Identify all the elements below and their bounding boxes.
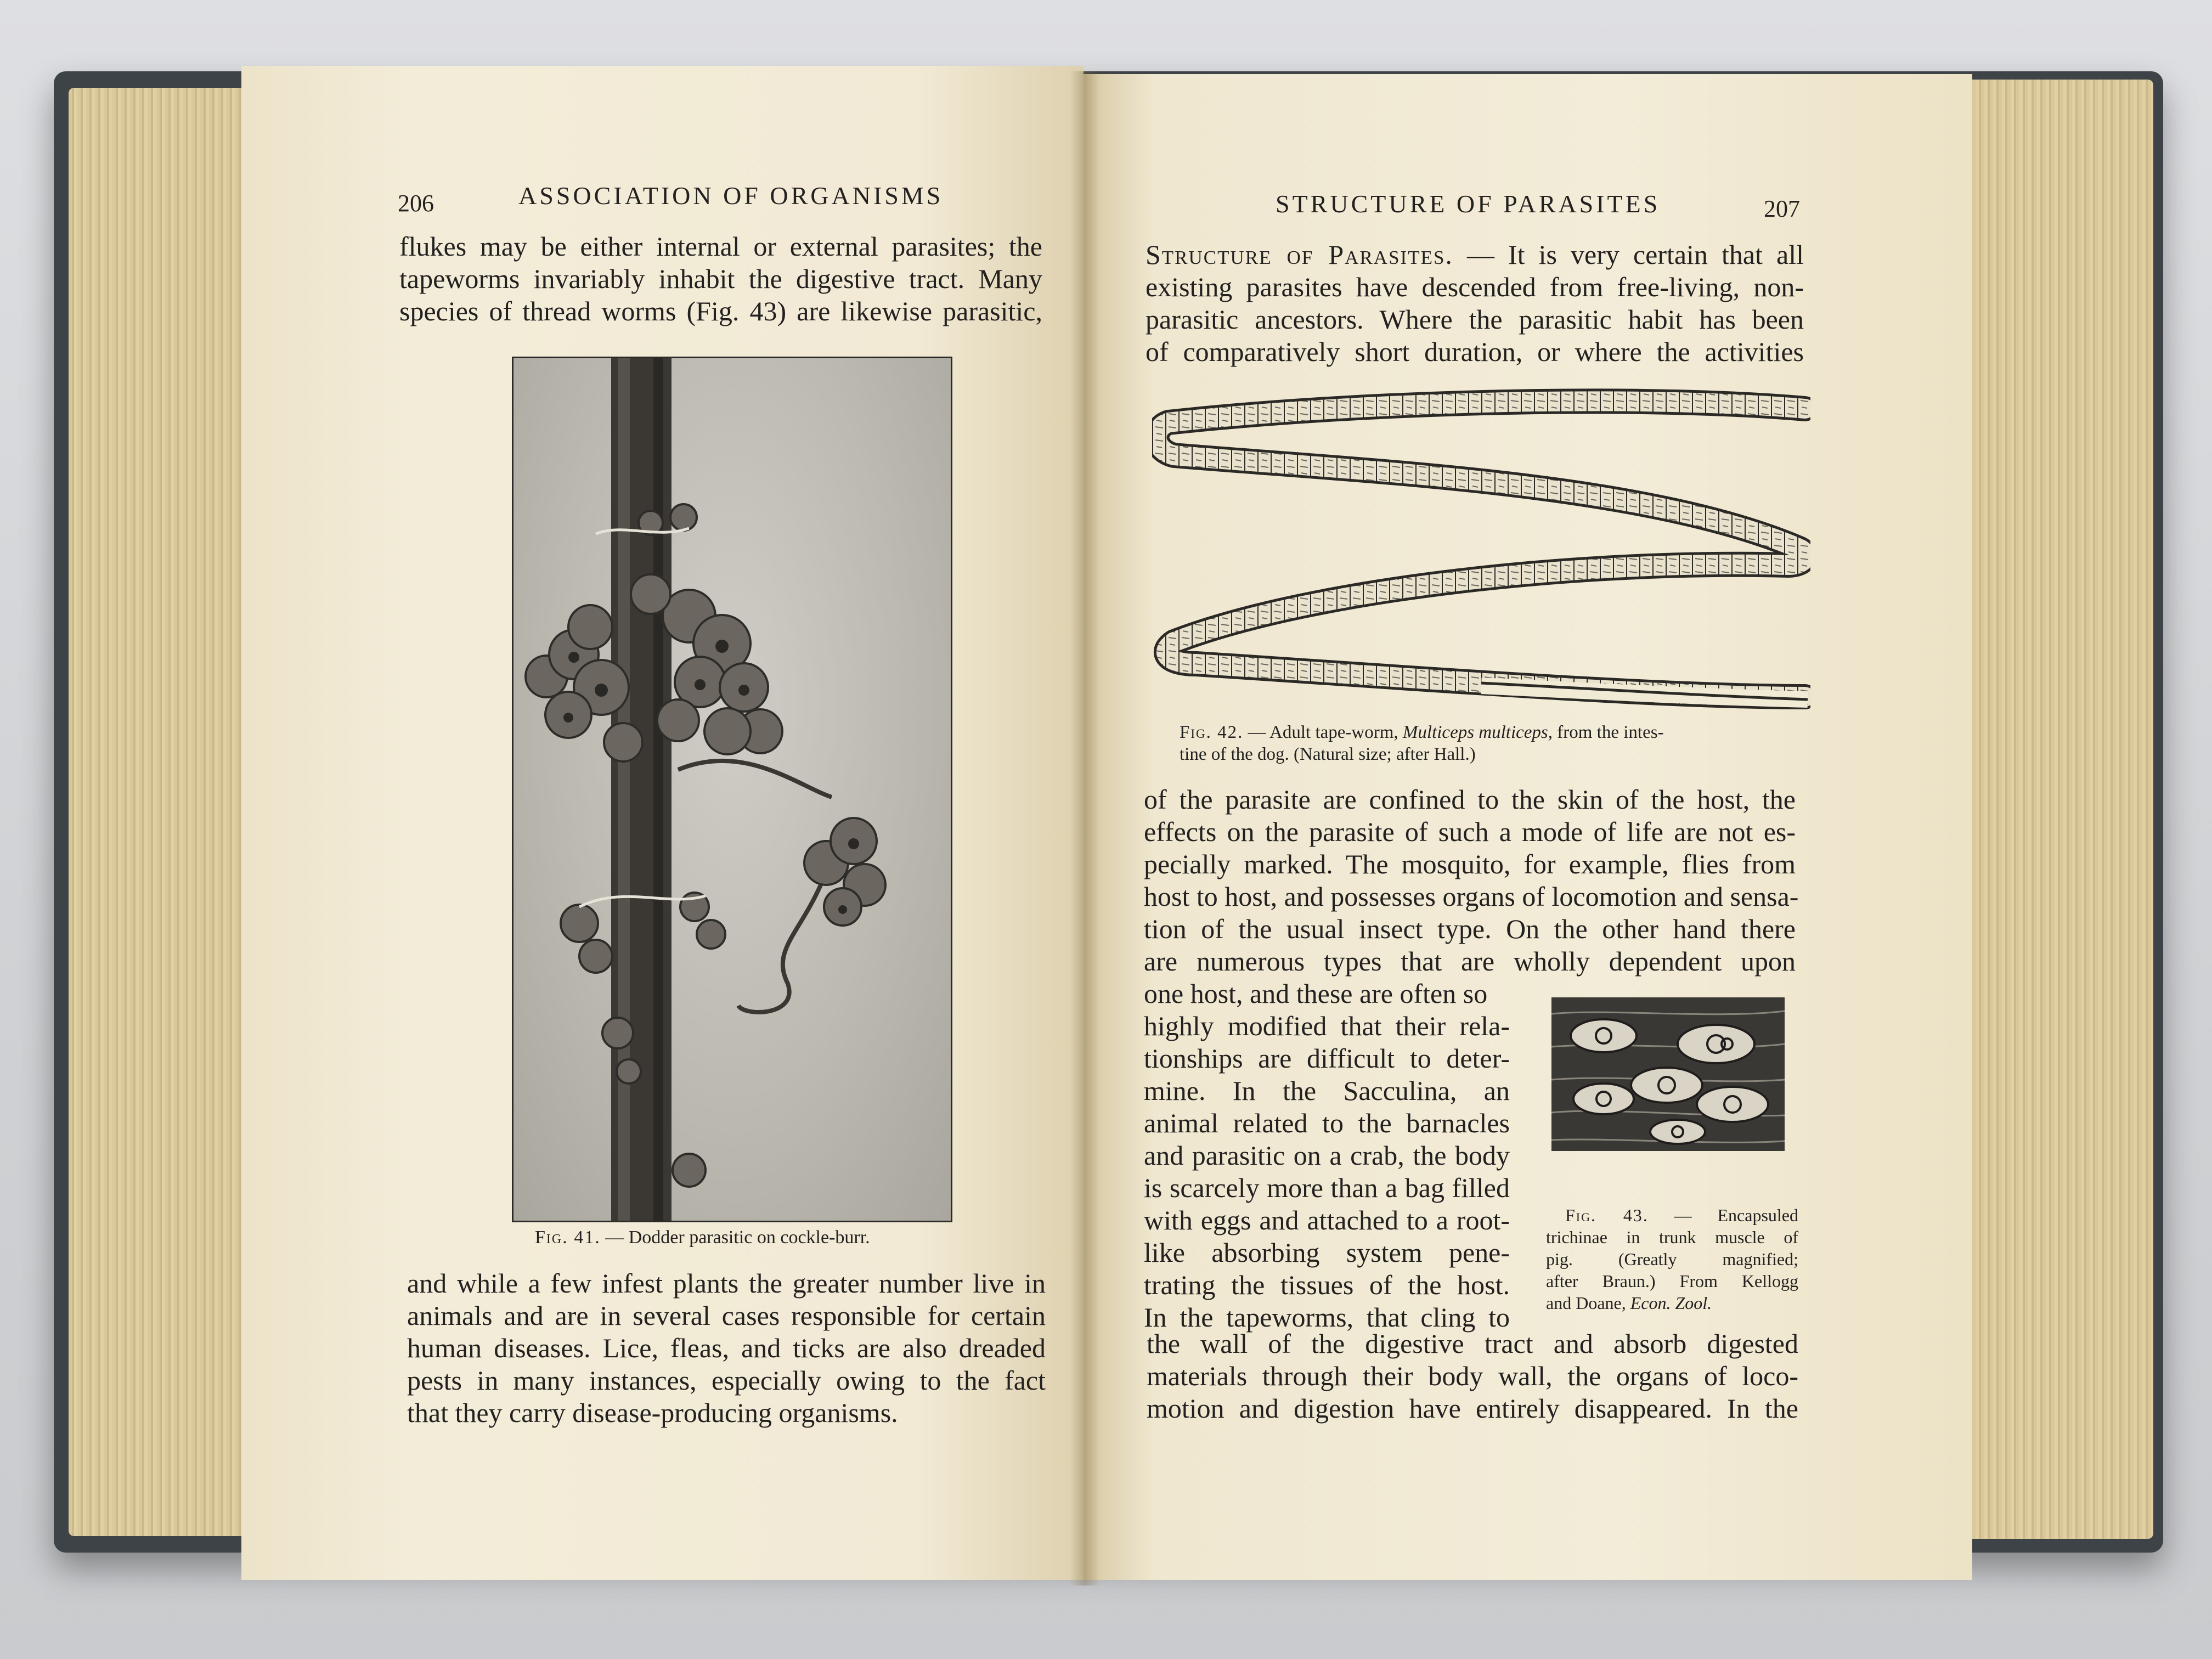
right-intro-paragraph	[1146, 239, 1804, 368]
trichinae-drawing	[1551, 997, 1785, 1151]
figure-43-caption-line: pig. (Greatly magnified;	[1546, 1249, 1798, 1269]
text-line: one host, and these are often so	[1144, 978, 1488, 1009]
text-line: materials through their body wall, the organs of loco-	[1147, 1361, 1798, 1391]
text-line: like absorbing system pene-	[1144, 1237, 1510, 1268]
caption-text: and Doane,	[1546, 1293, 1626, 1313]
figure-42-caption-line	[1180, 721, 1664, 743]
left-page-number: 206	[398, 190, 434, 217]
text-line-part: — It is very certain that all	[1467, 239, 1804, 270]
text-line: In the tapeworms, that cling to	[1144, 1302, 1510, 1333]
text-line: motion and digestion have entirely disappeared. In the	[1147, 1393, 1798, 1424]
text-line: flukes may be either internal or external parasites; the	[399, 231, 1042, 262]
text-line: mine. In the Sacculina, an	[1144, 1075, 1510, 1106]
text-line: tapeworms invariably inhabit the digestive tract. Many	[399, 263, 1042, 294]
right-page-edges	[1967, 80, 2153, 1539]
figure-41-caption	[535, 1227, 870, 1249]
figure-41-caption-text: — Dodder parasitic on cockle-burr.	[605, 1227, 870, 1248]
right-final-paragraph	[1147, 1328, 1798, 1425]
text-line	[1146, 239, 1804, 271]
right-running-head: STRUCTURE OF PARASITES	[1276, 190, 1661, 218]
right-page-number: 207	[1764, 195, 1800, 222]
text-line: tion of the usual insect type. On the other hand there	[1144, 913, 1796, 944]
text-line: effects on the parasite of such a mode of life are not es-	[1144, 816, 1796, 847]
figure-43-label: Fig. 43.	[1565, 1205, 1649, 1225]
text-line: of comparatively short duration, or where the activities	[1146, 336, 1804, 367]
figure-41-label: Fig. 41.	[535, 1227, 601, 1248]
figure-42-label: Fig. 42.	[1180, 723, 1244, 742]
right-narrow-paragraph	[1144, 978, 1510, 1334]
text-line: animal related to the barnacles	[1144, 1108, 1510, 1138]
caption-text: from the intes-	[1557, 723, 1664, 742]
figure-43-caption	[1546, 1204, 1798, 1314]
text-line: with eggs and attached to a root-	[1144, 1205, 1510, 1235]
figure-42-tapeworm-illustration	[1152, 379, 1810, 713]
text-line: and parasitic on a crab, the body	[1144, 1140, 1510, 1171]
text-line: host to host, and possesses organs of locomotion and sensa-	[1144, 881, 1799, 912]
text-line: pecially marked. The mosquito, for example, flies from	[1144, 849, 1796, 879]
text-line: highly modified that their rela-	[1144, 1011, 1510, 1041]
text-line: existing parasites have descended from free-living, non-	[1146, 272, 1804, 302]
text-line: that they carry disease-producing organisms.	[407, 1397, 898, 1428]
left-running-head: ASSOCIATION OF ORGANISMS	[518, 182, 944, 210]
left-top-paragraph	[399, 230, 1042, 328]
text-line: trating the tissues of the host.	[1144, 1269, 1510, 1300]
caption-text: — Adult tape-worm,	[1248, 723, 1398, 742]
text-line: animals and are in several cases responsible for certain	[407, 1300, 1046, 1331]
text-line: of the parasite are confined to the skin of the host, the	[1144, 784, 1796, 815]
figure-43-caption-line	[1546, 1292, 1798, 1314]
text-line: species of thread worms (Fig. 43) are likewise parasitic,	[399, 296, 1042, 326]
text-line: tionships are difficult to deter-	[1144, 1043, 1510, 1074]
figure-42-caption-line: tine of the dog. (Natural size; after Hall.)	[1180, 744, 1476, 764]
text-line: pests in many instances, especially owing to the fact	[407, 1365, 1046, 1396]
text-line: human diseases. Lice, fleas, and ticks are also dreaded	[407, 1333, 1046, 1363]
caption-text: — Encapsuled	[1674, 1205, 1798, 1225]
text-line: is scarcely more than a bag filled	[1144, 1172, 1510, 1203]
dodder-stem-illustration	[514, 358, 951, 1221]
figure-42-caption	[1180, 721, 1664, 765]
right-main-paragraph	[1144, 783, 1799, 978]
text-line: the wall of the digestive tract and absorb digested	[1147, 1328, 1798, 1359]
figure-41-photo	[512, 357, 952, 1222]
text-line: are numerous types that are wholly dependent upon	[1144, 946, 1796, 977]
text-line: parasitic ancestors. Where the parasitic habit has been	[1146, 304, 1804, 335]
species-name: Multiceps multiceps,	[1402, 723, 1553, 742]
figure-43-trichinae-illustration	[1551, 997, 1785, 1151]
left-bottom-paragraph	[407, 1267, 1046, 1429]
text-line: and while a few infest plants the greater number live in	[407, 1268, 1046, 1299]
figure-43-caption-line	[1546, 1204, 1798, 1226]
section-title: Structure of Parasites.	[1146, 239, 1453, 270]
book-title: Econ. Zool.	[1630, 1293, 1712, 1313]
figure-43-caption-line: after Braun.) From Kellogg	[1546, 1271, 1798, 1291]
figure-43-caption-line: trichinae in trunk muscle of	[1546, 1227, 1798, 1247]
book-gutter	[1070, 71, 1100, 1585]
left-page-edges	[69, 88, 250, 1536]
